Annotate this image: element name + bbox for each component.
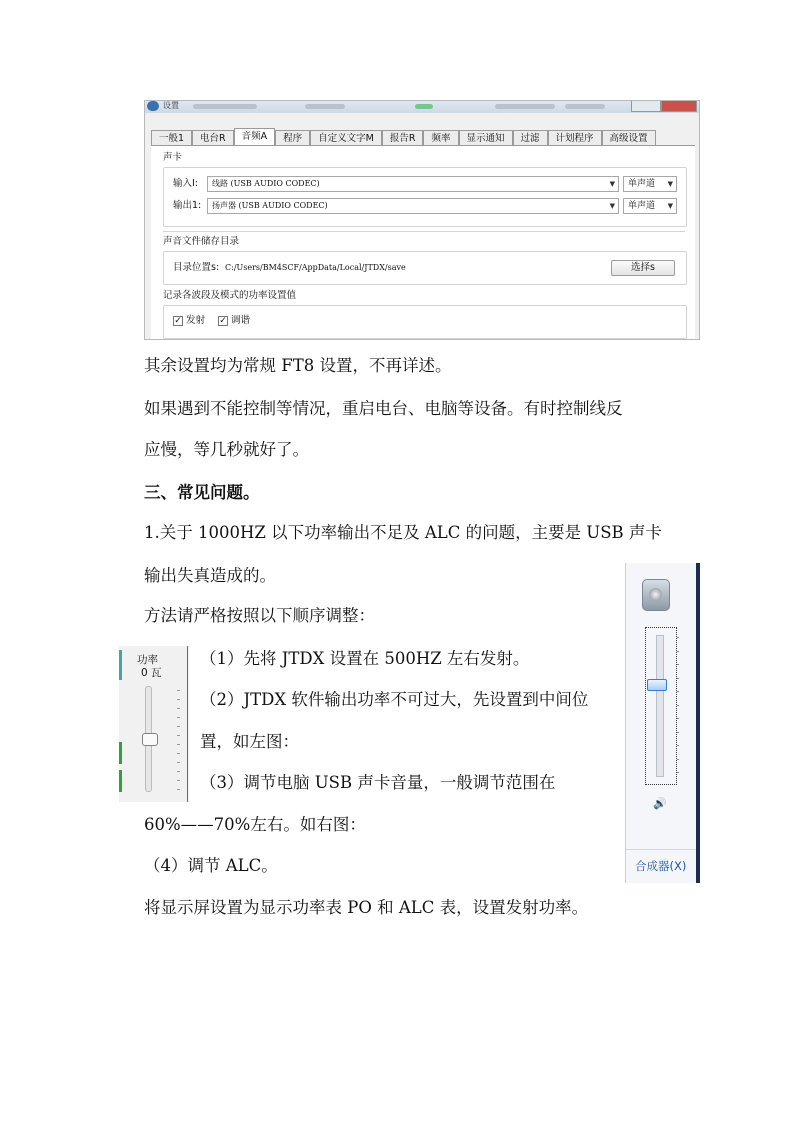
tab-4[interactable]: 程序	[275, 130, 310, 145]
speaker-mute-icon[interactable]: 🔊	[653, 797, 667, 810]
tab-8[interactable]: 显示通知	[459, 130, 513, 145]
tab-5[interactable]: 自定义文字M	[310, 130, 382, 145]
volume-mixer-image	[625, 563, 700, 883]
slider-tick	[177, 708, 180, 709]
slider-tick	[177, 717, 180, 718]
edge-marker	[119, 742, 122, 764]
slider-tick	[677, 745, 679, 746]
chevron-down-icon: ▼	[667, 180, 673, 188]
tune-checkbox[interactable]: ✓	[219, 316, 227, 326]
power-group-title: 记录各波段及模式的功率设置值	[163, 290, 297, 301]
power-label: 功率	[137, 654, 158, 666]
slider-tick	[177, 762, 180, 763]
settings-dialog	[144, 100, 700, 340]
tune-checkbox-label: 调谐	[231, 315, 251, 326]
divider	[163, 231, 685, 232]
audio-settings-panel	[151, 145, 695, 340]
settings-tabs	[151, 128, 656, 146]
output-device-value: 扬声器 (USB AUDIO CODEC)	[212, 201, 328, 210]
slider-tick	[677, 678, 679, 679]
window-border	[696, 563, 700, 883]
power-value: 0 瓦	[141, 667, 162, 679]
edge-marker	[119, 770, 122, 792]
paragraph: 将显示屏设置为显示功率表 PO 和 ALC 表，设置发射功率。	[144, 898, 589, 917]
minimize-button[interactable]	[631, 101, 661, 112]
blurred-title-region	[193, 104, 257, 109]
slider-tick	[177, 744, 180, 745]
step-4: （4）调节 ALC。	[144, 856, 278, 875]
paragraph: 其余设置均为常规 FT8 设置，不再详述。	[144, 356, 452, 375]
speaker-device-icon	[642, 579, 670, 611]
slider-tick	[177, 780, 180, 781]
save-dir-group-title: 声音文件储存目录	[163, 236, 240, 247]
divider	[187, 646, 188, 802]
blurred-title-region	[565, 104, 605, 109]
sound-card-group-title: 声卡	[163, 152, 183, 163]
save-dir-path: C:/Users/BM4SCF/AppData/Local/JTDX/save	[225, 263, 406, 272]
slider-tick	[677, 691, 679, 692]
slider-tick	[677, 772, 679, 773]
choose-dir-button[interactable]: 选择s	[611, 260, 675, 276]
volume-slider-track[interactable]	[656, 635, 664, 777]
slider-tick	[677, 759, 679, 760]
slider-tick	[677, 732, 679, 733]
slider-tick	[677, 651, 679, 652]
chevron-down-icon: ▼	[609, 202, 615, 210]
slider-tick	[177, 699, 180, 700]
input-channel-select[interactable]	[623, 176, 677, 192]
input-device-select[interactable]	[207, 176, 619, 192]
slider-tick	[177, 753, 180, 754]
power-slider-image	[119, 646, 189, 802]
tab-11[interactable]: 高级设置	[602, 130, 656, 145]
tab-9[interactable]: 过滤	[513, 130, 548, 145]
step-2: （2）JTDX 软件输出功率不可过大，先设置到中间位	[200, 690, 589, 709]
chevron-down-icon: ▼	[667, 202, 673, 210]
mixer-link[interactable]: 合成器(X)	[635, 859, 687, 873]
output-channel-select[interactable]	[623, 198, 677, 214]
output-channel-value: 单声道	[628, 201, 656, 211]
blurred-title-region	[415, 104, 433, 109]
output-device-select[interactable]	[207, 198, 619, 214]
divider	[625, 563, 626, 883]
tab-6[interactable]: 报告R	[382, 130, 424, 145]
blurred-title-region	[305, 104, 345, 109]
tab-7[interactable]: 频率	[423, 130, 458, 145]
blurred-title-region	[495, 104, 555, 109]
step-2-cont: 置，如左图：	[200, 732, 299, 751]
tab-1[interactable]: 一般1	[151, 130, 192, 145]
slider-tick	[177, 789, 180, 790]
tab-3[interactable]: 音频A	[234, 128, 276, 146]
paragraph: 输出失真造成的。	[144, 566, 276, 585]
slider-tick	[677, 637, 679, 638]
output-label: 输出1:	[173, 200, 202, 211]
chevron-down-icon: ▼	[609, 180, 615, 188]
slider-tick	[177, 726, 180, 727]
close-button[interactable]	[661, 101, 697, 112]
tab-2[interactable]: 电台R	[192, 130, 234, 145]
section-heading: 三、常见问题。	[144, 483, 260, 502]
slider-tick	[177, 771, 180, 772]
app-icon	[147, 101, 159, 111]
tx-checkbox[interactable]: ✓	[174, 316, 182, 326]
dialog-titlebar	[145, 101, 699, 113]
power-slider-thumb[interactable]	[142, 733, 158, 746]
paragraph: 1.关于 1000HZ 以下功率输出不足及 ALC 的问题，主要是 USB 声卡	[144, 523, 662, 542]
paragraph: 应慢，等几秒就好了。	[144, 440, 309, 459]
save-dir-label: 目录位置s:	[173, 262, 220, 273]
dialog-title: 设置	[163, 101, 179, 110]
paragraph: 如果遇到不能控制等情况，重启电台、电脑等设备。有时控制线反	[144, 399, 623, 418]
slider-tick	[677, 705, 679, 706]
paragraph: 方法请严格按照以下顺序调整：	[144, 606, 375, 625]
tab-10[interactable]: 计划程序	[548, 130, 602, 145]
step-1: （1）先将 JTDX 设置在 500HZ 左右发射。	[200, 649, 530, 668]
slider-tick	[177, 735, 180, 736]
step-3: （3）调节电脑 USB 声卡音量，一般调节范围在	[200, 773, 556, 792]
input-channel-value: 单声道	[628, 179, 656, 189]
slider-tick	[677, 718, 679, 719]
slider-tick	[177, 690, 180, 691]
step-3-cont: 60%——70%左右。如右图：	[144, 815, 366, 834]
tx-checkbox-label: 发射	[186, 315, 206, 326]
divider	[626, 849, 696, 850]
input-label: 输入I:	[173, 178, 199, 189]
input-device-value: 线路 (USB AUDIO CODEC)	[212, 179, 320, 188]
edge-marker	[119, 650, 122, 680]
slider-tick	[677, 664, 679, 665]
volume-slider-thumb[interactable]	[647, 679, 667, 691]
